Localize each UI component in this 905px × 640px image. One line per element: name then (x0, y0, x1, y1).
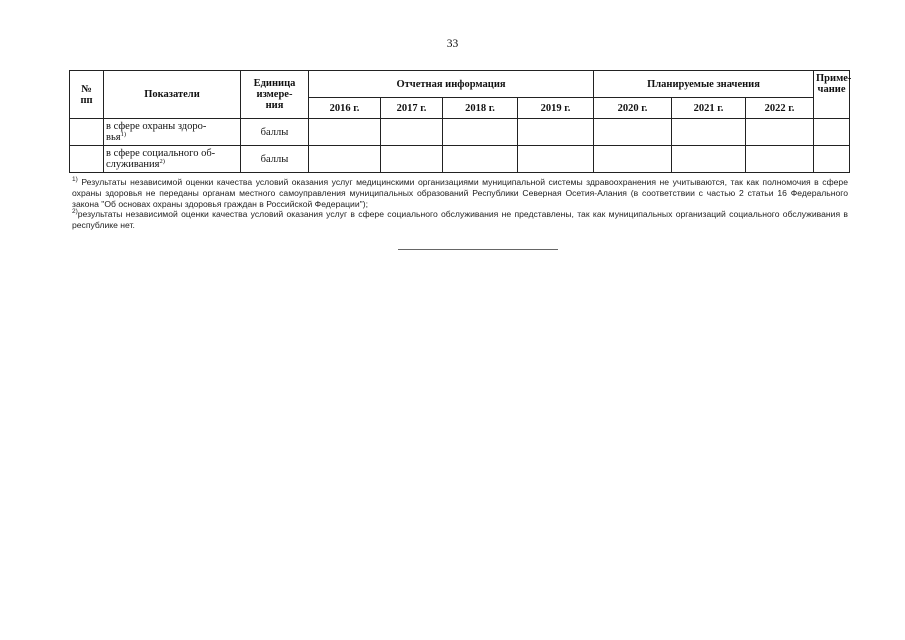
footnote-1-mark: 1) (72, 176, 78, 183)
value-cell (518, 146, 594, 173)
value-cell (594, 119, 672, 146)
header-year-2022: 2022 г. (746, 98, 814, 119)
footnote-2-mark: 2) (72, 208, 78, 216)
footnote-ref: 2) (159, 158, 165, 165)
value-cell (518, 119, 594, 146)
header-note-line1: Приме- (816, 73, 852, 84)
header-year-2016: 2016 г. (309, 98, 381, 119)
value-cell (381, 119, 443, 146)
value-cell (746, 119, 814, 146)
header-unit (241, 71, 309, 119)
footnotes (72, 177, 848, 231)
table-row (70, 119, 850, 146)
footnote-ref: 1) (120, 131, 126, 138)
header-note (814, 71, 850, 119)
value-cell (309, 146, 381, 173)
header-year-2021: 2021 г. (672, 98, 746, 119)
value-cell (672, 119, 746, 146)
footnote-1 (72, 177, 848, 209)
value-cell (309, 119, 381, 146)
header-note-line2: чание (817, 84, 846, 95)
row-unit: баллы (241, 146, 309, 173)
row-number-cell (70, 119, 104, 146)
value-cell (381, 146, 443, 173)
header-year-2017: 2017 г. (381, 98, 443, 119)
value-cell (746, 146, 814, 173)
footnote-1-text: Результаты независимой оценки качества условий оказания услуг медицинскими организациями муниципальной системы здравоохранения не учитываются, так как полномочия в сфере охраны здоровья не переданы органам местного самоуправления муниципальных образований Республики Северная Осетия-Алания (в соответствии с частью 2 статьи 16 Федерального закона "Об основах охраны здоровья граждан в Российской Федерации"); (72, 177, 848, 209)
header-unit-line2: измере- (256, 89, 293, 100)
header-number-line1: № (81, 83, 92, 95)
header-year-2020: 2020 г. (594, 98, 672, 119)
header-year-2018: 2018 г. (443, 98, 518, 119)
page-number: 33 (446, 38, 459, 50)
footnote-2-text: результаты независимой оценки качества условий оказания услуг в сфере социального обслуживания не представлены, так как муниципальных организаций социального обслуживания в республике нет. (72, 209, 848, 231)
header-unit-line1: Единица (253, 78, 296, 89)
row-number-cell (70, 146, 104, 173)
header-number (70, 71, 104, 119)
header-indicators: Показатели (104, 71, 241, 119)
header-unit-line3: ния (265, 100, 284, 111)
note-cell (814, 119, 850, 146)
header-number-line2: пп (80, 94, 93, 106)
header-year-2019: 2019 г. (518, 98, 594, 119)
indicators-table (69, 70, 850, 173)
header-planned: Планируемые значения (594, 71, 814, 98)
value-cell (443, 146, 518, 173)
row-indicator (104, 119, 241, 146)
table-row (70, 146, 850, 173)
row-indicator-line2: служивания (106, 159, 160, 170)
row-indicator-line1: в сфере социального об- (106, 148, 216, 159)
value-cell (594, 146, 672, 173)
row-unit: баллы (241, 119, 309, 146)
header-reporting: Отчетная информация (309, 71, 594, 98)
note-cell (814, 146, 850, 173)
value-cell (443, 119, 518, 146)
row-indicator-line1: в сфере охраны здоро- (106, 121, 207, 132)
footnote-2 (72, 209, 848, 231)
row-indicator (104, 146, 241, 173)
row-indicator-line2: вья (106, 132, 121, 143)
end-rule (398, 249, 558, 250)
value-cell (672, 146, 746, 173)
